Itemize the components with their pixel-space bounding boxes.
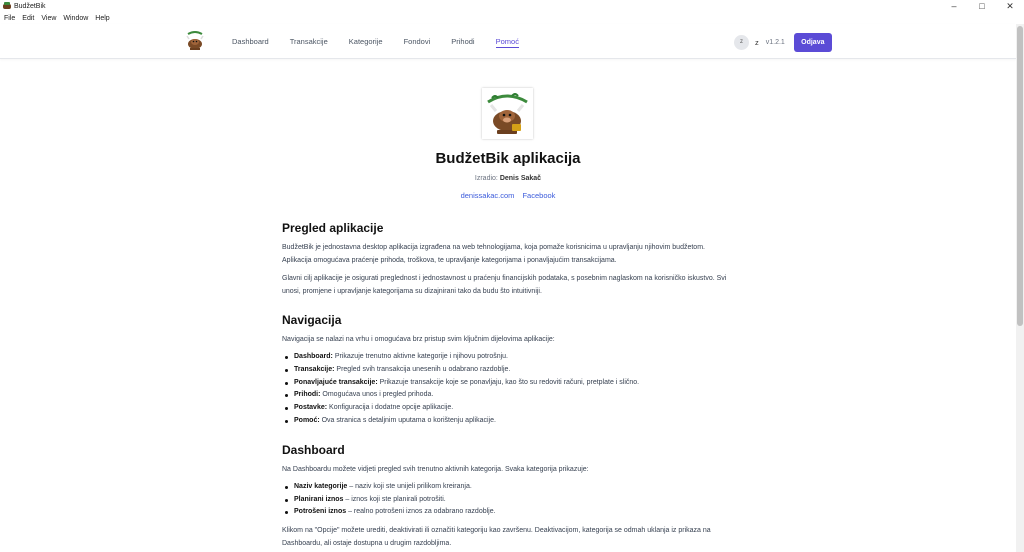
list-item-term: Transakcije: (294, 365, 335, 373)
list-item-desc: Pregled svih transakcija unesenih u odabrano razdoblje. (334, 365, 511, 373)
list-item-term: Postavke: (294, 404, 328, 412)
list-item (282, 351, 734, 364)
app-header (0, 24, 1016, 59)
nav-fondovi[interactable]: Fondovi (403, 37, 431, 46)
bull-logo-icon[interactable] (186, 30, 204, 52)
list-item-term: Dashboard: (294, 353, 333, 360)
author-name: Denis Sakač (499, 175, 542, 182)
list-item (282, 415, 734, 428)
window-controls (940, 0, 1024, 12)
menu-file[interactable]: File (4, 14, 16, 22)
nav-pomoc[interactable]: Pomoć (496, 24, 519, 59)
help-page (0, 60, 1016, 552)
help-document (282, 221, 734, 552)
version-label: v1.2.1 (765, 38, 785, 46)
close-icon[interactable]: ✕ (1006, 1, 1014, 11)
menu-view[interactable]: View (41, 14, 57, 22)
bull-mascot-icon (482, 88, 533, 139)
list-item-desc: Omogućava unos i pregled prihoda. (320, 391, 434, 399)
dashboard-outro: Klikom na "Opcije" možete urediti, deaktivirati ili označiti kategoriju kao završenu. Deaktivacijom, kategorija se odmah uklanja iz prikaza na Dashboardu, ali ostaje dostupna u drugim razdobljima. (282, 527, 711, 548)
list-item-term: Planirani iznos (294, 495, 344, 503)
menu-bar (0, 12, 1024, 24)
dashboard-list (282, 481, 734, 519)
nav-kategorije[interactable]: Kategorije (348, 37, 383, 46)
list-item-desc: Prikazuje trenutno aktivne kategorije i njihovu potrošnju. (332, 353, 509, 360)
user-area (734, 32, 832, 52)
website-link[interactable]: denissakac.com (460, 191, 515, 200)
list-item-desc: – realno potrošeni iznos za odabrano razdoblje. (346, 508, 496, 516)
username: z (755, 37, 759, 47)
section-heading-dashboard: Dashboard (282, 442, 345, 457)
author-line (0, 175, 1016, 182)
overview-paragraph-1: BudžetBik je jednostavna desktop aplikacija izgrađena na web tehnologijama, koja pomaže korisnicima u upravljanju njihovim budžetom. Aplikacija omogućava praćenje prihoda, troškova, te upravljanje kategorijama i ponavljajućim transakcijama. (282, 244, 705, 264)
author-links (0, 191, 1016, 200)
list-item (282, 402, 734, 415)
facebook-link[interactable]: Facebook (522, 191, 556, 200)
list-item (282, 506, 734, 519)
scrollbar-thumb[interactable] (1017, 26, 1023, 326)
section-heading-navigation: Navigacija (282, 313, 342, 327)
list-item-desc: – iznos koji ste planirali potrošiti. (343, 495, 446, 503)
page-title: BudžetBik aplikacija (435, 150, 581, 167)
navigation-list (282, 351, 734, 428)
avatar[interactable]: z (734, 35, 749, 50)
hero-logo (482, 88, 533, 139)
list-item (282, 364, 734, 377)
window-titlebar (0, 0, 1024, 12)
page-scrollbar[interactable] (1016, 24, 1024, 552)
list-item-term: Pomoć: (294, 416, 320, 424)
section-heading-overview: Pregled aplikacije (282, 221, 384, 235)
menu-edit[interactable]: Edit (22, 14, 35, 22)
maximize-icon[interactable]: □ (979, 1, 985, 11)
list-item (282, 389, 734, 402)
overview-paragraph-2: Glavni cilj aplikacije je osigurati preglednost i jednostavnost u praćenju financijskih podataka, s posebnim naglaskom na korisničko iskustvo. Svi unosi, promjene i upravljanje kategorijama su dizajnirani tako da budu što intuitivniji. (282, 275, 727, 295)
list-item-term: Prihodi: (294, 391, 321, 399)
nav-transakcije[interactable]: Transakcije (289, 37, 328, 46)
app-bull-icon (3, 2, 11, 10)
window-title: BudžetBik (14, 2, 46, 10)
list-item-desc: Konfiguracija i dodatne opcije aplikacije. (327, 404, 454, 412)
nav-dashboard[interactable]: Dashboard (232, 37, 269, 46)
list-item-term: Potrošeni iznos (294, 508, 347, 516)
logout-button[interactable]: Odjava (794, 33, 832, 52)
main-nav (232, 24, 540, 59)
navigation-intro: Navigacija se nalazi na vrhu i omogućava brz pristup svim ključnim dijelovima aplikacije: (282, 336, 555, 343)
menu-window[interactable]: Window (63, 14, 89, 22)
menu-help[interactable]: Help (95, 14, 110, 22)
list-item (282, 481, 734, 494)
list-item (282, 494, 734, 507)
dashboard-intro: Na Dashboardu možete vidjeti pregled svih trenutno aktivnih kategorija. Svaka kategorija prikazuje: (282, 465, 589, 473)
list-item-term: Ponavljajuće transakcije: (294, 378, 378, 386)
minimize-icon[interactable]: – (951, 1, 957, 11)
nav-prihodi[interactable]: Prihodi (451, 37, 475, 46)
list-item (282, 377, 734, 390)
list-item-term: Naziv kategorije (294, 482, 348, 490)
list-item-desc: – naziv koji ste unijeli prilikom kreiranja. (347, 482, 472, 490)
list-item-desc: Ova stranica s detaljnim uputama o korištenju aplikacije. (319, 416, 496, 424)
author-prefix: Izradio: (474, 175, 498, 182)
list-item-desc: Prikazuje transakcije koje se ponavljaju, kao što su redoviti računi, pretplate i slično. (377, 378, 640, 386)
